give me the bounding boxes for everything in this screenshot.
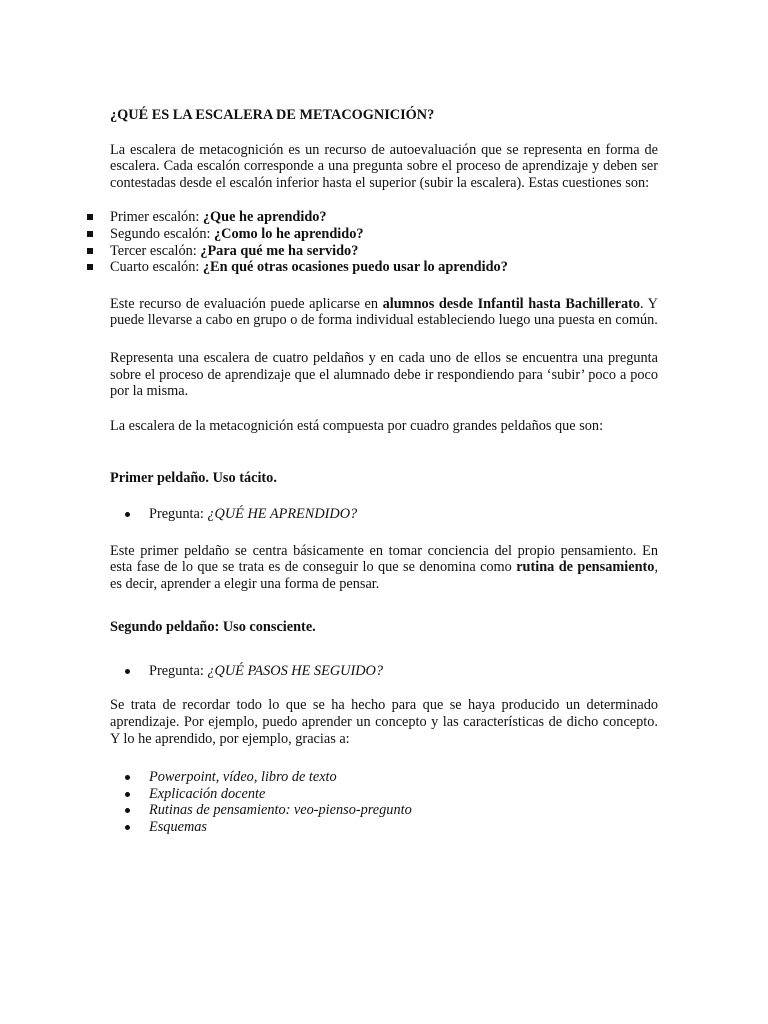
evaluation-paragraph: [110, 296, 658, 329]
question-label: Pregunta:: [149, 662, 208, 679]
step-question: ¿En qué otras ocasiones puedo usar lo aprendido?: [202, 259, 508, 276]
document-content: [110, 107, 658, 836]
list-item: [149, 663, 658, 680]
list-item: [149, 506, 658, 523]
text-run: Este recurso de evaluación puede aplicarse en: [110, 295, 383, 312]
text-run: . Y puede llevarse a cabo en grupo o de forma individual estableciendo luego una puesta en común.: [110, 295, 658, 329]
step-label: Tercer escalón:: [110, 242, 201, 259]
text-run-bold: rutina de pensamiento: [516, 559, 655, 576]
step-question: ¿Para qué me ha servido?: [200, 242, 359, 259]
peldano1-heading: Primer peldaño. Uso tácito.: [110, 470, 277, 487]
list-item: [149, 769, 658, 786]
compuesta-paragraph: La escalera de la metacognición está compuesta por cuadro grandes peldaños que son:: [110, 417, 604, 434]
question-label: Pregunta:: [149, 505, 208, 522]
step-label: Cuarto escalón:: [110, 259, 203, 276]
list-item: [110, 226, 658, 243]
list-item: [149, 802, 658, 819]
step-label: Primer escalón:: [110, 209, 203, 226]
peldano1-question-list: [110, 506, 658, 523]
example-text: Esquemas: [149, 819, 207, 836]
example-text: Powerpoint, vídeo, libro de texto: [149, 769, 337, 786]
list-item: [149, 786, 658, 803]
represent-paragraph: Representa una escalera de cuatro peldaños y en cada uno de ellos se encuentra una pregunta sobre el proceso de aprendizaje que el alumnado debe ir respondiendo para ‘subir’ poco a poco por la misma.: [110, 349, 658, 400]
list-item: [110, 209, 658, 226]
text-run: , es decir, aprender a elegir una forma de pensar.: [110, 559, 659, 592]
peldano2-paragraph: Se trata de recordar todo lo que se ha hecho para que se haya producido un determinado aprendizaje. Por ejemplo, puedo aprender un concepto y las características de dicho concepto. Y lo he aprendido, por ejemplo, gracias a:: [110, 697, 658, 747]
list-item: [149, 819, 658, 836]
example-text: Rutinas de pensamiento: veo-pienso-pregunto: [149, 802, 412, 819]
text-run-bold: alumnos desde Infantil hasta Bachillerato: [382, 295, 641, 312]
list-item: [110, 259, 658, 276]
step-question: ¿Que he aprendido?: [202, 209, 327, 226]
examples-list: [110, 769, 658, 835]
question-text: ¿QUÉ HE APRENDIDO?: [207, 505, 358, 522]
list-item: [110, 243, 658, 260]
peldano2-question-list: [110, 663, 658, 680]
peldano1-paragraph: [110, 543, 658, 593]
text-run: Este primer peldaño se centra básicamente en tomar conciencia del propio pensamiento. En esta fase de lo que se trata es de conseguir lo que se denomina como: [110, 542, 658, 576]
example-text: Explicación docente: [149, 785, 266, 802]
question-text: ¿QUÉ PASOS HE SEGUIDO?: [207, 662, 384, 679]
step-question: ¿Como lo he aprendido?: [214, 225, 364, 242]
intro-paragraph: La escalera de metacognición es un recurso de autoevaluación que se representa en forma de escalera. Cada escalón corresponde a una pregunta sobre el proceso de aprendizaje y deben ser contestadas desde el escalón inferior hasta el superior (subir la escalera). Estas cuestiones son:: [110, 141, 658, 191]
peldano2-heading: Segundo peldaño: Uso consciente.: [110, 619, 316, 636]
step-label: Segundo escalón:: [110, 225, 215, 242]
steps-list: [110, 209, 658, 275]
page-title: ¿QUÉ ES LA ESCALERA DE METACOGNICIÓN?: [110, 107, 435, 123]
